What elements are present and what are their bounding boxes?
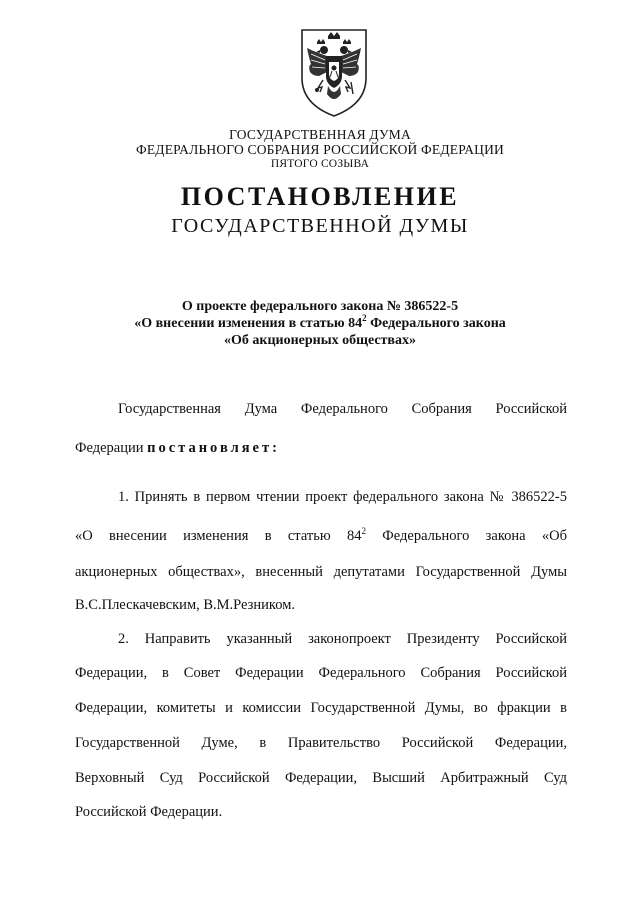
org-name-line: ФЕДЕРАЛЬНОГО СОБРАНИЯ РОССИЙСКОЙ ФЕДЕРАЦИИ	[136, 142, 504, 157]
convocation-line: ПЯТОГО СОЗЫВА	[270, 158, 370, 170]
item-2-line: Федерации, в Совет Федерации Федерального Собрания Российской	[75, 665, 567, 681]
preamble-line: Государственная Дума Федерального Собрания Российской	[118, 401, 567, 417]
russian-coat-of-arms-icon	[297, 26, 371, 118]
item-2-line: Федерации, комитеты и комиссии Государственной Думы, во фракции в	[75, 700, 567, 716]
document-title: ПОСТАНОВЛЕНИЕ	[180, 182, 460, 211]
subject-line: «О внесении изменения в статью $84^2$ Федерального закона	[134, 313, 506, 331]
item-2-line: Государственной Думе, в Правительство Российской Федерации,	[75, 735, 567, 751]
item-1-line: «О внесении изменения в статью $84^2$ Федерального закона «Об	[75, 526, 567, 544]
item-1-line: 1. Принять в первом чтении проект федерального закона № 386522-5	[118, 489, 567, 505]
item-1-line: акционерных обществах», внесенный депутатами Государственной Думы	[75, 564, 567, 580]
item-2-line: Российской Федерации.	[75, 804, 223, 820]
document-subtitle: ГОСУДАРСТВЕННОЙ ДУМЫ	[171, 215, 469, 237]
item-2-line: 2. Направить указанный законопроект Президенту Российской	[118, 631, 567, 647]
subject-line: О проекте федерального закона № 386522-5	[181, 299, 459, 314]
preamble-line: Федерации постановляет:	[75, 440, 280, 456]
subject-line: «Об акционерных обществах»	[223, 333, 416, 348]
org-name-line: ГОСУДАРСТВЕННАЯ ДУМА	[229, 127, 411, 142]
item-1-line: В.С.Плескачевским, В.М.Резником.	[75, 597, 295, 613]
item-2-line: Верховный Суд Российской Федерации, Высший Арбитражный Суд	[75, 770, 567, 786]
